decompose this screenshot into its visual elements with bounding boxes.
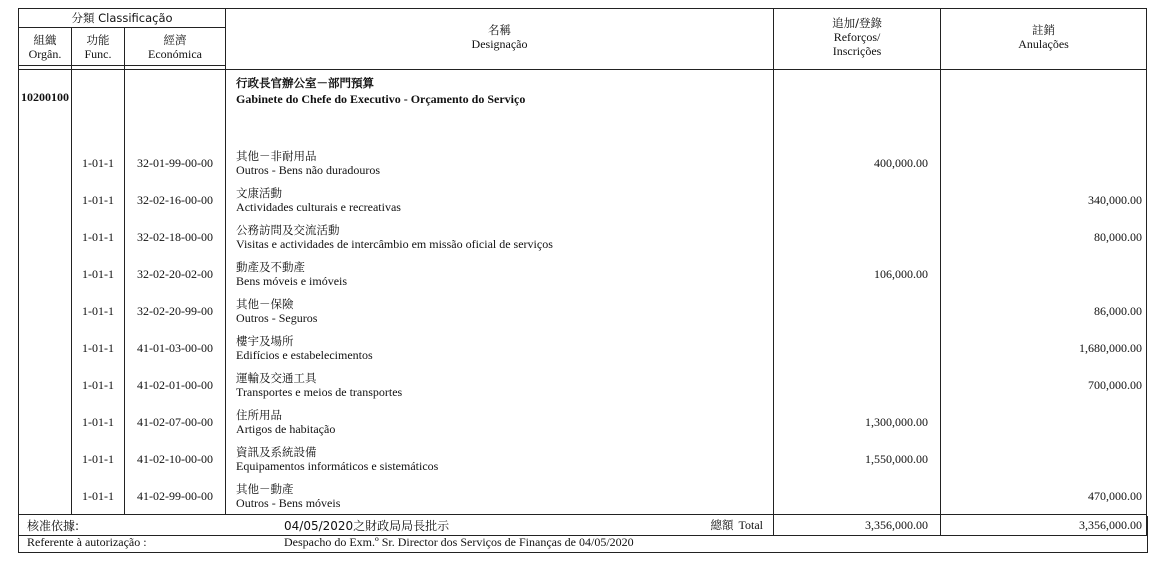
approval-pt: Despacho do Exm.º Sr. Director dos Serviços de Finanças de 04/05/2020 — [284, 535, 634, 549]
table-row: 1-01-1 32-01-99-00-00 其他－非耐用品 Outros - Bens não duradouros 400,000.00 — [19, 144, 1147, 181]
table-row: 1-01-1 41-02-10-00-00 資訊及系統設備 Equipamentos informáticos e sistemáticos 1,550,000.00 — [19, 440, 1147, 477]
table-row: 1-01-1 41-02-99-00-00 其他－動產 Outros - Bens móveis 470,000.00 — [19, 477, 1147, 515]
organ-header: 組織 Orgân. — [19, 28, 72, 66]
classification-header: 分類 Classificação — [19, 9, 226, 28]
economic-header: 經濟 Económica — [125, 28, 226, 66]
table-row: 1-01-1 32-02-20-99-00 其他－保險 Outros - Seguros 86,000.00 — [19, 292, 1147, 329]
budget-sheet — [18, 8, 1146, 554]
designation-header: 名稱 Designação — [226, 9, 774, 66]
table-row: 1-01-1 32-02-16-00-00 文康活動 Actividades culturais e recreativas 340,000.00 — [19, 181, 1147, 218]
table-row: 1-01-1 41-02-01-00-00 運輸及交通工具 Transportes e meios de transportes 700,000.00 — [19, 366, 1147, 403]
header-row — [19, 9, 1147, 28]
budget-table — [18, 8, 1147, 536]
table-row: 1-01-1 41-01-03-00-00 樓宇及場所 Edifícios e estabelecimentos 1,680,000.00 — [19, 329, 1147, 366]
reinforcements-header: 追加/登錄 Reforços/ Inscrições — [774, 9, 941, 66]
table-row: 1-01-1 32-02-20-02-00 動產及不動產 Bens móveis e imóveis 106,000.00 — [19, 255, 1147, 292]
section-row — [19, 70, 1147, 145]
basis-label-pt: Referente à autorização : — [27, 535, 147, 549]
total-label: 總額 Total — [19, 515, 774, 536]
annulments-header: 註銷 Anulações — [941, 9, 1147, 66]
function-header: 功能 Func. — [72, 28, 125, 66]
approval-zh: 04/05/2020之財政局局長批示 — [284, 519, 450, 533]
section-organ: 10200100 — [19, 70, 72, 145]
table-row: 1-01-1 32-02-18-00-00 公務訪問及交流活動 Visitas e actividades de intercâmbio em missão oficial de serviços 80,000.00 — [19, 218, 1147, 255]
authorization-footer — [18, 516, 1148, 553]
total-reinforcements: 3,356,000.00 — [774, 515, 941, 536]
total-annulments: 3,356,000.00 — [941, 515, 1147, 536]
basis-label-zh: 核准依據: — [27, 519, 80, 533]
section-title: 行政長官辦公室－部門預算 Gabinete do Chefe do Executivo - Orçamento do Serviço — [226, 70, 774, 145]
table-row: 1-01-1 41-02-07-00-00 住所用品 Artigos de habitação 1,300,000.00 — [19, 403, 1147, 440]
